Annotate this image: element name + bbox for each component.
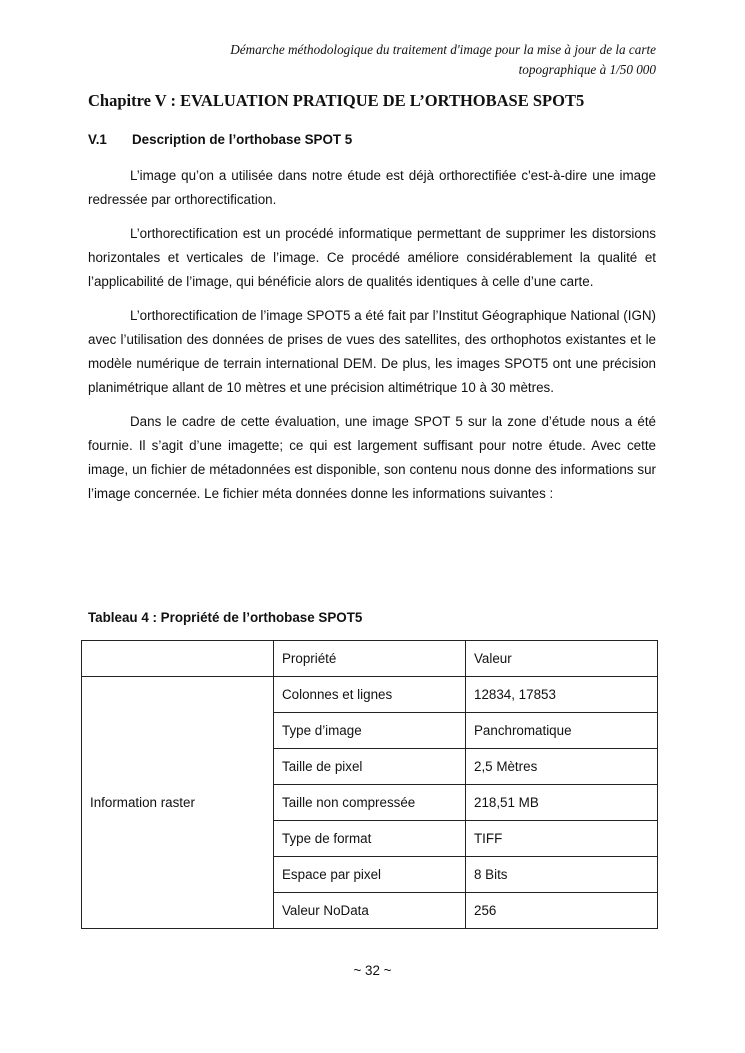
running-header-line-1: Démarche méthodologique du traitement d'image pour la mise à jour de la carte — [230, 42, 656, 57]
table-header-cell: Propriété — [274, 641, 466, 677]
value-cell: Panchromatique — [466, 713, 658, 749]
property-cell: Taille non compressée — [274, 785, 466, 821]
table-caption: Tableau 4 : Propriété de l’orthobase SPOT5 — [88, 610, 363, 625]
value-cell: 12834, 17853 — [466, 677, 658, 713]
property-cell: Type de format — [274, 821, 466, 857]
property-cell: Valeur NoData — [274, 893, 466, 929]
paragraph: L’orthorectification est un procédé informatique permettant de supprimer les distorsions horizontales et verticales de l’image. Ce procédé améliore considérablement la qualité et l’applicabilité de l’image, qui bénéficie alors de qualités identiques à celle d’une carte. — [88, 226, 656, 289]
value-cell: 2,5 Mètres — [466, 749, 658, 785]
property-cell: Espace par pixel — [274, 857, 466, 893]
running-header-line-2: topographique à 1/50 000 — [518, 62, 656, 77]
value-cell: 218,51 MB — [466, 785, 658, 821]
paragraph: L’image qu’on a utilisée dans notre étude est déjà orthorectifiée c'est-à-dire une image redressée par orthorectification. — [88, 168, 656, 207]
running-header — [90, 40, 656, 80]
property-cell: Taille de pixel — [274, 749, 466, 785]
paragraph: Dans le cadre de cette évaluation, une image SPOT 5 sur la zone d’étude nous a été fournie. Il s’agit d’une imagette; ce qui est largement suffisant pour notre étude. Avec cette image, un fichier de métadonnées est disponible, son contenu nous donne des informations sur l’image concernée. Le fichier méta données donne les informations suivantes : — [88, 414, 656, 501]
section-heading — [88, 132, 352, 147]
table-header-row — [82, 641, 658, 677]
body-text — [88, 164, 656, 516]
property-cell: Colonnes et lignes — [274, 677, 466, 713]
paragraph: L’orthorectification de l’image SPOT5 a été fait par l’Institut Géographique National (IGN) avec l’utilisation des données de prises de vues des satellites, des orthophotos existantes et le modèle numérique de terrain international DEM. De plus, les images SPOT5 ont une précision planimétrique allant de 10 mètres et une précision altimétrique 10 à 30 mètres. — [88, 308, 656, 395]
table-row — [82, 677, 658, 713]
group-label-cell: Information raster — [82, 677, 274, 929]
property-cell: Type d’image — [274, 713, 466, 749]
section-number: V.1 — [88, 132, 107, 147]
table-header-cell — [82, 641, 274, 677]
value-cell: 8 Bits — [466, 857, 658, 893]
properties-table — [81, 640, 658, 929]
table-header-cell: Valeur — [466, 641, 658, 677]
page-number: ~ 32 ~ — [353, 963, 392, 978]
chapter-title: Chapitre V : EVALUATION PRATIQUE DE L’ORTHOBASE SPOT5 — [88, 91, 585, 110]
section-title: Description de l’orthobase SPOT 5 — [132, 132, 353, 147]
value-cell: TIFF — [466, 821, 658, 857]
value-cell: 256 — [466, 893, 658, 929]
